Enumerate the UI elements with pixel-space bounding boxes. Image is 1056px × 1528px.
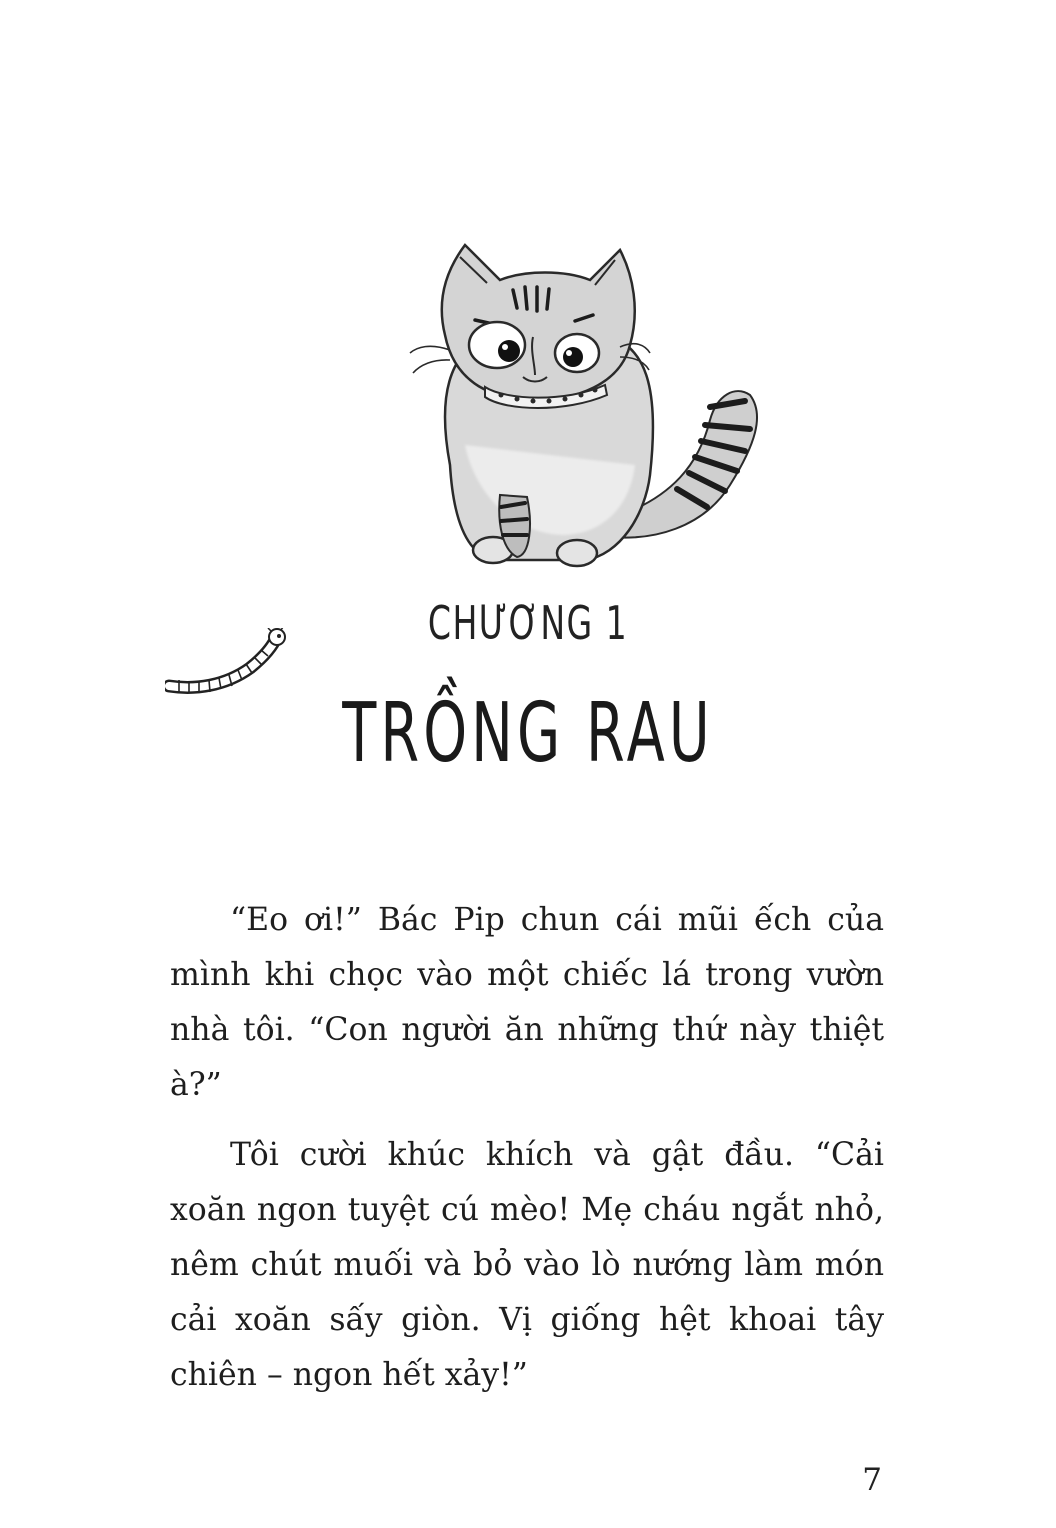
chapter-title: TRỒNG RAU (342, 686, 714, 781)
cat-icon (405, 235, 800, 580)
body-text (170, 893, 884, 1418)
paragraph: “Eo ơi!” Bác Pip chun cái mũi ếch của mình khi chọc vào một chiếc lá trong vườn nhà tôi. “Con người ăn những thứ này thiệt à?” (170, 902, 884, 1103)
paragraph: Tôi cười khúc khích và gật đầu. “Cải xoăn ngon tuyệt cú mèo! Mẹ cháu ngắt nhỏ, nêm chút muối và bỏ vào lò nướng làm món cải xoăn sấy giòn. Vị giống hệt khoai tây chiên – ngon hết xảy!” (170, 1137, 884, 1393)
page-number: 7 (862, 1462, 882, 1498)
chapter-label: CHƯƠNG 1 (427, 596, 629, 650)
